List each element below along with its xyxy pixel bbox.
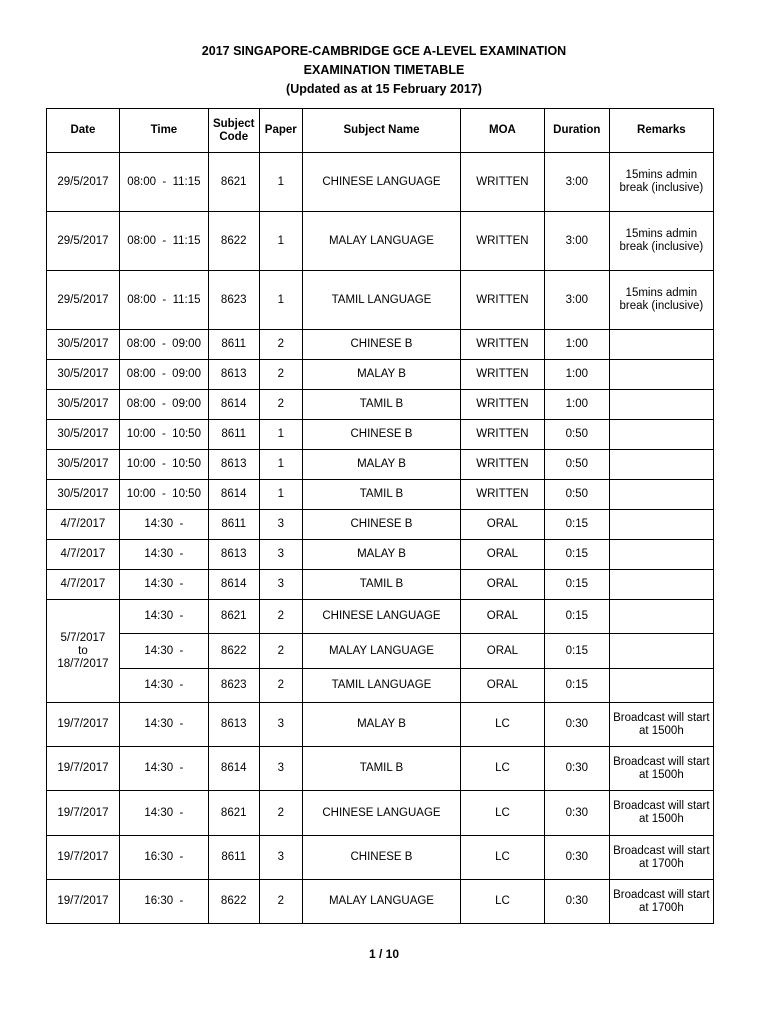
cell-moa: WRITTEN [460, 212, 544, 271]
cell-time: 10:00 - 10:50 [119, 420, 208, 450]
cell-remarks: Broadcast will start at 1700h [609, 836, 713, 880]
cell-duration: 0:15 [544, 510, 609, 540]
cell-time: 08:00 - 11:15 [119, 153, 208, 212]
cell-subject-name: CHINESE B [303, 420, 461, 450]
cell-moa: ORAL [460, 570, 544, 600]
table-row [47, 450, 714, 480]
table-row [47, 510, 714, 540]
cell-remarks [609, 510, 713, 540]
cell-subject-code: 8611 [208, 510, 259, 540]
cell-duration: 0:15 [544, 540, 609, 570]
cell-paper: 2 [259, 390, 303, 420]
cell-paper: 2 [259, 791, 303, 836]
cell-date-range [47, 600, 120, 703]
cell-time: 10:00 - 10:50 [119, 480, 208, 510]
cell-subject-code: 8622 [208, 634, 259, 669]
cell-paper: 3 [259, 703, 303, 747]
cell-time: 14:30 - [119, 791, 208, 836]
document-update-note: (Updated as at 15 February 2017) [286, 82, 482, 96]
cell-subject-name: MALAY LANGUAGE [303, 880, 461, 924]
cell-date: 19/7/2017 [47, 880, 120, 924]
cell-subject-code: 8613 [208, 540, 259, 570]
cell-paper: 2 [259, 330, 303, 360]
cell-time: 14:30 - [119, 540, 208, 570]
cell-subject-code: 8614 [208, 480, 259, 510]
cell-paper: 1 [259, 450, 303, 480]
table-row [47, 600, 714, 634]
cell-remarks [609, 634, 713, 669]
cell-duration: 0:15 [544, 600, 609, 634]
cell-moa: WRITTEN [460, 450, 544, 480]
cell-paper: 3 [259, 747, 303, 791]
table-row [47, 880, 714, 924]
cell-time: 08:00 - 09:00 [119, 330, 208, 360]
timetable [46, 108, 714, 924]
cell-date: 4/7/2017 [47, 540, 120, 570]
table-row [47, 360, 714, 390]
cell-time: 14:30 - [119, 570, 208, 600]
cell-duration: 0:30 [544, 703, 609, 747]
table-row [47, 153, 714, 212]
table-row [47, 791, 714, 836]
cell-subject-code: 8621 [208, 153, 259, 212]
cell-remarks [609, 540, 713, 570]
cell-time: 14:30 - [119, 703, 208, 747]
cell-moa: WRITTEN [460, 271, 544, 330]
cell-paper: 2 [259, 880, 303, 924]
cell-remarks: Broadcast will start at 1500h [609, 791, 713, 836]
document-subtitle: EXAMINATION TIMETABLE [303, 63, 465, 77]
cell-date: 30/5/2017 [47, 420, 120, 450]
cell-subject-name: TAMIL LANGUAGE [303, 669, 461, 703]
cell-subject-name: MALAY B [303, 540, 461, 570]
cell-time: 14:30 - [119, 634, 208, 669]
cell-subject-name: MALAY B [303, 703, 461, 747]
cell-time: 08:00 - 11:15 [119, 212, 208, 271]
cell-moa: ORAL [460, 634, 544, 669]
cell-duration: 0:30 [544, 747, 609, 791]
cell-subject-code: 8623 [208, 271, 259, 330]
cell-subject-name: TAMIL B [303, 570, 461, 600]
cell-moa: ORAL [460, 600, 544, 634]
cell-remarks [609, 450, 713, 480]
cell-remarks: 15mins admin break (inclusive) [609, 271, 713, 330]
cell-paper: 3 [259, 510, 303, 540]
table-row [47, 420, 714, 450]
cell-subject-name: MALAY LANGUAGE [303, 212, 461, 271]
cell-duration: 0:50 [544, 450, 609, 480]
cell-duration: 1:00 [544, 360, 609, 390]
cell-duration: 0:30 [544, 836, 609, 880]
cell-date: 4/7/2017 [47, 510, 120, 540]
cell-subject-code: 8611 [208, 330, 259, 360]
cell-paper: 2 [259, 600, 303, 634]
cell-subject-name: MALAY LANGUAGE [303, 634, 461, 669]
cell-subject-name: TAMIL B [303, 390, 461, 420]
cell-subject-name: CHINESE B [303, 836, 461, 880]
cell-moa: WRITTEN [460, 360, 544, 390]
cell-duration: 0:15 [544, 634, 609, 669]
cell-subject-code: 8623 [208, 669, 259, 703]
cell-paper: 1 [259, 153, 303, 212]
header-time: Time [119, 109, 208, 153]
table-row [47, 570, 714, 600]
cell-time: 14:30 - [119, 669, 208, 703]
cell-moa: LC [460, 747, 544, 791]
table-row [47, 480, 714, 510]
cell-subject-code: 8621 [208, 600, 259, 634]
cell-subject-name: MALAY B [303, 450, 461, 480]
cell-duration: 1:00 [544, 330, 609, 360]
cell-remarks: 15mins admin break (inclusive) [609, 153, 713, 212]
cell-time: 16:30 - [119, 880, 208, 924]
cell-remarks [609, 420, 713, 450]
cell-paper: 1 [259, 480, 303, 510]
cell-remarks: Broadcast will start at 1500h [609, 747, 713, 791]
cell-subject-name: MALAY B [303, 360, 461, 390]
cell-duration: 1:00 [544, 390, 609, 420]
page-number: 1 / 10 [368, 947, 400, 961]
date-range-line3: 18/7/2017 [57, 657, 109, 670]
table-row [47, 271, 714, 330]
cell-date: 30/5/2017 [47, 330, 120, 360]
table-row [47, 540, 714, 570]
header-duration: Duration [544, 109, 609, 153]
cell-paper: 2 [259, 669, 303, 703]
cell-remarks [609, 669, 713, 703]
cell-moa: ORAL [460, 669, 544, 703]
cell-duration: 3:00 [544, 271, 609, 330]
header-paper: Paper [259, 109, 303, 153]
header-subject-code: Subject Code [208, 109, 259, 153]
cell-moa: WRITTEN [460, 153, 544, 212]
cell-subject-code: 8614 [208, 390, 259, 420]
cell-duration: 0:30 [544, 791, 609, 836]
cell-subject-code: 8614 [208, 747, 259, 791]
cell-subject-name: CHINESE LANGUAGE [303, 791, 461, 836]
cell-subject-code: 8622 [208, 880, 259, 924]
cell-subject-name: CHINESE B [303, 510, 461, 540]
table-row [47, 634, 714, 669]
cell-duration: 3:00 [544, 212, 609, 271]
cell-subject-code: 8622 [208, 212, 259, 271]
cell-moa: WRITTEN [460, 390, 544, 420]
cell-duration: 0:15 [544, 669, 609, 703]
cell-time: 14:30 - [119, 510, 208, 540]
cell-date: 4/7/2017 [47, 570, 120, 600]
cell-moa: ORAL [460, 540, 544, 570]
cell-duration: 0:15 [544, 570, 609, 600]
cell-duration: 0:50 [544, 480, 609, 510]
cell-date: 29/5/2017 [47, 153, 120, 212]
cell-subject-code: 8621 [208, 791, 259, 836]
date-range-line1: 5/7/2017 [60, 631, 106, 644]
cell-paper: 2 [259, 360, 303, 390]
cell-remarks [609, 390, 713, 420]
cell-remarks: 15mins admin break (inclusive) [609, 212, 713, 271]
cell-time: 14:30 - [119, 600, 208, 634]
cell-subject-code: 8611 [208, 420, 259, 450]
header-date: Date [47, 109, 120, 153]
cell-date: 30/5/2017 [47, 360, 120, 390]
timetable-body [47, 153, 714, 924]
cell-subject-name: TAMIL B [303, 480, 461, 510]
cell-paper: 1 [259, 212, 303, 271]
cell-date: 19/7/2017 [47, 703, 120, 747]
cell-subject-name: CHINESE LANGUAGE [303, 153, 461, 212]
cell-time: 08:00 - 09:00 [119, 360, 208, 390]
cell-subject-code: 8613 [208, 360, 259, 390]
cell-moa: LC [460, 791, 544, 836]
cell-date: 19/7/2017 [47, 747, 120, 791]
document-title-block [0, 42, 768, 99]
cell-paper: 2 [259, 634, 303, 669]
cell-subject-code: 8613 [208, 450, 259, 480]
cell-paper: 1 [259, 271, 303, 330]
cell-time: 16:30 - [119, 836, 208, 880]
cell-time: 14:30 - [119, 747, 208, 791]
cell-remarks [609, 360, 713, 390]
cell-subject-code: 8614 [208, 570, 259, 600]
cell-subject-code: 8611 [208, 836, 259, 880]
table-row [47, 836, 714, 880]
table-row [47, 747, 714, 791]
cell-date: 29/5/2017 [47, 212, 120, 271]
cell-remarks: Broadcast will start at 1700h [609, 880, 713, 924]
cell-subject-name: CHINESE LANGUAGE [303, 600, 461, 634]
cell-subject-name: TAMIL B [303, 747, 461, 791]
cell-paper: 3 [259, 570, 303, 600]
cell-moa: LC [460, 703, 544, 747]
cell-subject-code: 8613 [208, 703, 259, 747]
header-moa: MOA [460, 109, 544, 153]
cell-date: 30/5/2017 [47, 390, 120, 420]
header-remarks: Remarks [609, 109, 713, 153]
cell-time: 08:00 - 11:15 [119, 271, 208, 330]
cell-date: 29/5/2017 [47, 271, 120, 330]
cell-moa: LC [460, 836, 544, 880]
cell-date: 30/5/2017 [47, 480, 120, 510]
document-title: 2017 SINGAPORE-CAMBRIDGE GCE A-LEVEL EXAMINATION [201, 44, 567, 58]
cell-remarks [609, 330, 713, 360]
cell-time: 08:00 - 09:00 [119, 390, 208, 420]
header-subject-name: Subject Name [303, 109, 461, 153]
cell-subject-name: TAMIL LANGUAGE [303, 271, 461, 330]
cell-duration: 0:50 [544, 420, 609, 450]
cell-duration: 0:30 [544, 880, 609, 924]
cell-subject-name: CHINESE B [303, 330, 461, 360]
cell-paper: 3 [259, 836, 303, 880]
cell-moa: WRITTEN [460, 420, 544, 450]
cell-paper: 1 [259, 420, 303, 450]
table-row [47, 669, 714, 703]
cell-remarks [609, 600, 713, 634]
cell-time: 10:00 - 10:50 [119, 450, 208, 480]
cell-date: 30/5/2017 [47, 450, 120, 480]
cell-remarks [609, 570, 713, 600]
table-header-row [47, 109, 714, 153]
table-row [47, 703, 714, 747]
table-row [47, 212, 714, 271]
cell-remarks: Broadcast will start at 1500h [609, 703, 713, 747]
cell-remarks [609, 480, 713, 510]
cell-paper: 3 [259, 540, 303, 570]
cell-duration: 3:00 [544, 153, 609, 212]
cell-moa: ORAL [460, 510, 544, 540]
table-row [47, 390, 714, 420]
cell-moa: WRITTEN [460, 480, 544, 510]
cell-moa: WRITTEN [460, 330, 544, 360]
table-row [47, 330, 714, 360]
cell-date: 19/7/2017 [47, 836, 120, 880]
date-range-line2: to [78, 644, 88, 657]
cell-moa: LC [460, 880, 544, 924]
cell-date: 19/7/2017 [47, 791, 120, 836]
